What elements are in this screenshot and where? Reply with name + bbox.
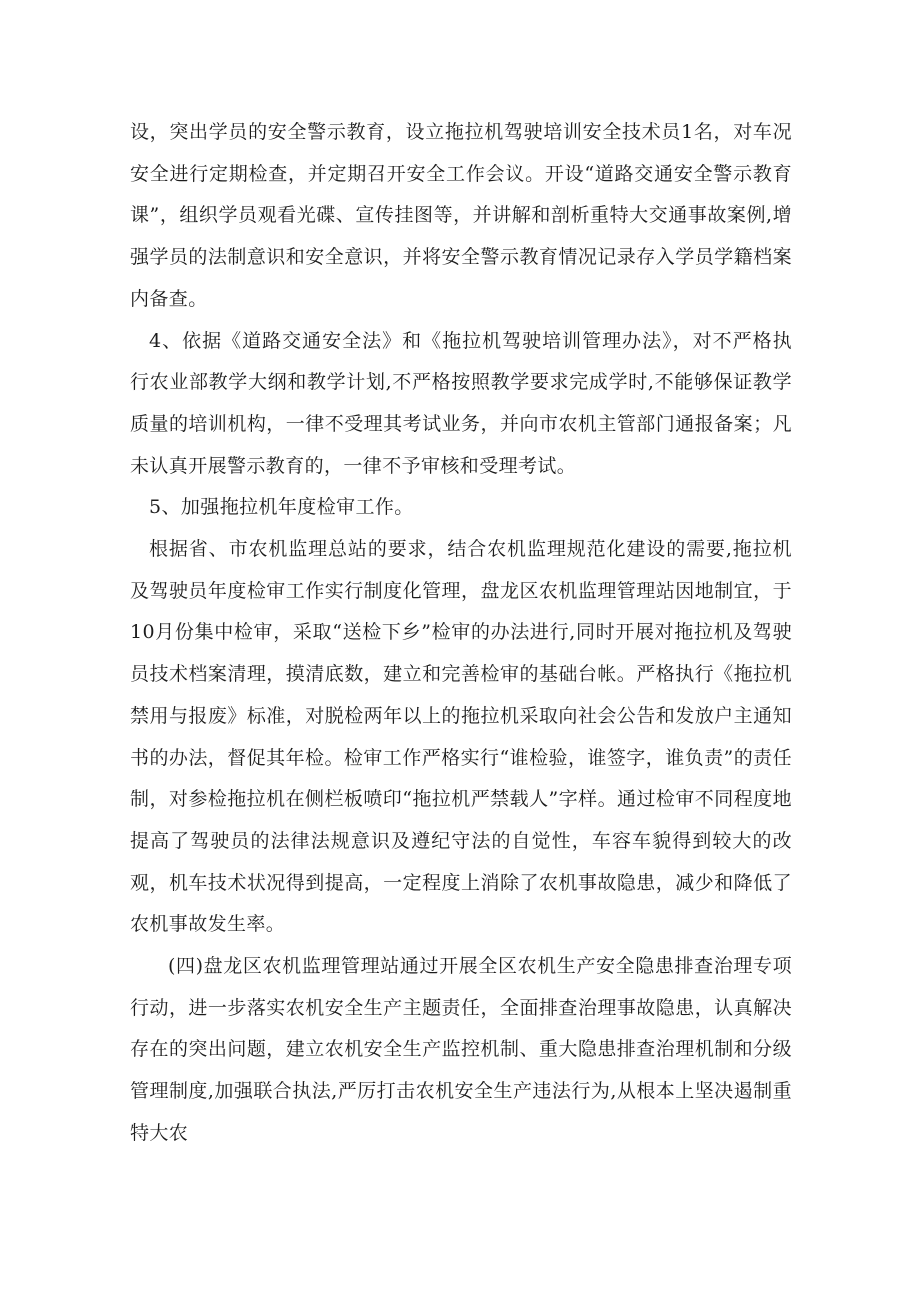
paragraph-item-5-heading: 5、加强拖拉机年度检审工作。 xyxy=(149,496,414,519)
paragraph-section-4: (四)盘龙区农机监理管理站通过开展全区农机生产安全隐患排查治理专项行动，进一步落实农机安全生产主题责任，全面排查治理事故隐患，认真解决存在的突出问题，建立农机安全生产监控机制、重大隐患排查治理机制和分级管理制度,加强联合执法,严厉打击农机安全生产违法行为,从根本上坚决遏制重特大农 xyxy=(130,955,792,1144)
paragraph-annual-inspection: 根据省、市农机监理总站的要求，结合农机监理规范化建设的需要,拖拉机及驾驶员年度检审工作实行制度化管理，盘龙区农机监理管理站因地制宜，于10月份集中检审，采取“送检下乡”检审的办法进行,同时开展对拖拉机及驾驶员技术档案清理，摸清底数，建立和完善检审的基础台帐。严格执行《拖拉机禁用与报废》标准，对脱检两年以上的拖拉机采取向社会公告和发放户主通知书的办法，督促其年检。检审工作严格实行“谁检验，谁签字，谁负责”的责任制，对参检拖拉机在侧栏板喷印“拖拉机严禁载人”字样。通过检审不同程度地提高了驾驶员的法律法规意识及遵纪守法的自觉性，车容车貌得到较大的改观，机车技术状况得到提高，一定程度上消除了农机事故隐患，减少和降低了农机事故发生率。 xyxy=(130,538,792,936)
document-body xyxy=(130,112,792,1155)
paragraph-continuation: 设，突出学员的安全警示教育，设立拖拉机驾驶培训安全技术员1名，对车况安全进行定期检查，并定期召开安全工作会议。开设“道路交通安全警示教育课”，组织学员观看光碟、宣传挂图等，并讲解和剖析重特大交通事故案例,增强学员的法制意识和安全意识，并将安全警示教育情况记录存入学员学籍档案内备查。 xyxy=(130,121,792,310)
paragraph-item-4: 4、依据《道路交通安全法》和《拖拉机驾驶培训管理办法》，对不严格执行农业部教学大纲和教学计划,不严格按照教学要求完成学时,不能够保证教学质量的培训机构，一律不受理其考试业务，并向市农机主管部门通报备案；凡未认真开展警示教育的，一律不予审核和受理考试。 xyxy=(130,329,792,477)
